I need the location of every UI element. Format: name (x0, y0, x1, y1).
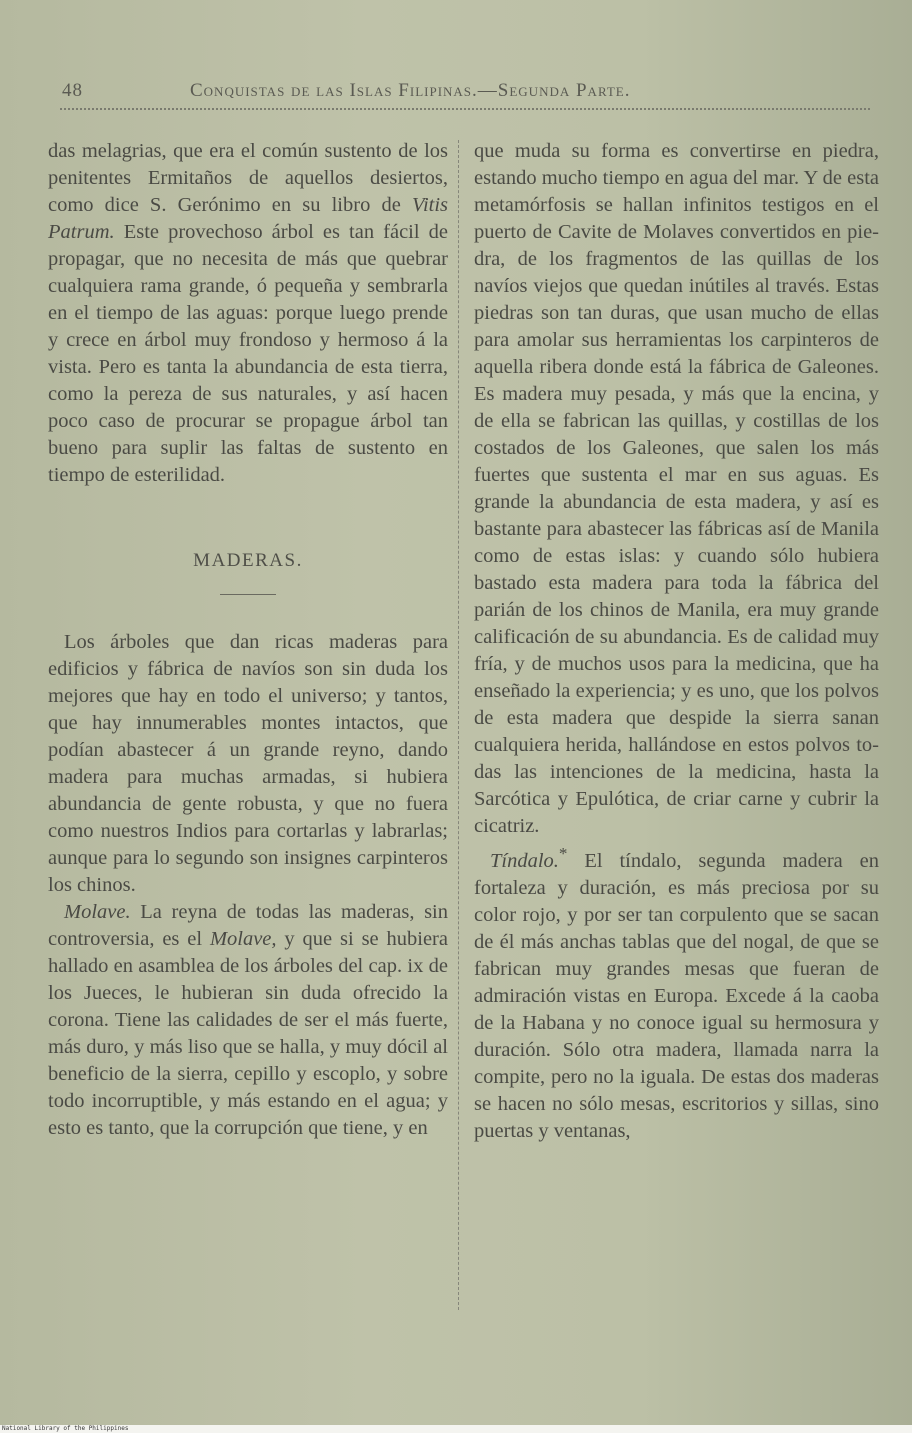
tindalo-heading: Tíndalo. (490, 849, 559, 872)
scan-credit-footer: National Library of the Philippines (0, 1425, 912, 1433)
tindalo-footnote-mark: * (558, 844, 568, 863)
left-para1-rest: Este provechoso árbol es tan fácil de propagar, que no necesita de más que quebrar cualquiera rama grande, ó pequeña y sembrarla en el tiempo de las aguas: porque luego prende y crece en árbol muy frondoso y hermoso á la vista. Pero es tanta la abundancia de esta tierra, como la pereza de sus naturales, y así hacen poco caso de procurar se propague árbol tan bueno para suplir las faltas de sustento en tiempo de esterilidad. (48, 221, 449, 486)
molave-text-b: y que si se hubiera hallado en asamblea de los árboles del cap. ix de los Jueces, le hubieran sin duda ofrecido la corona. Tiene las calidades de ser el más fuerte, más duro, y más liso que se halla, y muy dócil al beneficio de la sierra, cepillo y escoplo, y sobre todo incorruptible, y más estando en el agua; y esto es tanto, que la corrupción que tiene, y en (48, 928, 448, 1139)
tindalo-text: El tíndalo, segunda madera en fortaleza y duración, es más preciosa por su color rojo, y por ser tan corpulento que se sacan de él más anchas tablas que del nogal, de que se fabrican muy grandes mesas que fueran de admiración vistas en Europa. Excede á la caoba de la Habana y no conoce igual su hermosura y duración. Sólo otra madera, llamada narra la compite, pero no la iguala. De estas dos maderas se hacen no sólo mesas, escritorios y sillas, sino puertas y ventanas, (474, 849, 880, 1142)
section-title-maderas: MADERAS. (193, 550, 303, 571)
running-title: Conquistas de las Islas Filipinas.—Segunda Parte. (190, 80, 631, 101)
right-paragraph-1: que muda su forma es convertirse en piedra, estando mucho tiempo en agua del mar. Y de esta metamórfosis se hallan infinitos testigos en el puerto de Cavite de Molaves convertidos en piedra, de los fragmentos de las quillas de los navíos viejos que quedan inútiles al través. Estas piedras son tan duras, que usan mucho de ellas para amolar sus herramientas los carpinteros de aquella ribera donde está la fábrica de Galeones. Es madera muy pesada, y más que la encina, y de ella se fabrican las quillas, y costillas de los costados de los Galeones, que salen los más fuertes que sustenta el mar en sus aguas. Es grande la abundancia de esta madera, y así es bastante para abastecer las fábricas así de Manila como de estas islas: y cuando sólo hubiera bastado esta madera para toda la fábrica del parián de los chinos de Manila, era muy grande calificación de su abundancia. Es de calidad muy fría, y de muchos usos para la medicina, que ha enseñado la experiencia; y es uno, que los polvos de esta madera que despide la sierra sanan cualquiera herida, hallándose en estos polvos todas las intenciones de la medicina, hasta la Sarcótica y Epulótica, de criar carne y cubrir la cicatriz. (474, 140, 879, 837)
molave-heading: Molave. (64, 901, 131, 923)
molave-text-a: La reyna de todas las maderas, sin controversia, es el (48, 901, 449, 950)
book-title-vitis-patrum: Vitis Patrum. (48, 194, 449, 243)
left-para1-text: das melagrias, que era el común sustento de los penitentes Ermitaños de aquellos desiertos, como dice S. Gerónimo en su libro de (48, 140, 448, 216)
page-number: 48 (62, 80, 83, 101)
header-ornamental-rule (60, 104, 870, 110)
section-divider (220, 594, 276, 595)
right-column (474, 138, 879, 1145)
left-paragraph-1 (48, 138, 448, 489)
left-paragraph-molave (48, 899, 448, 1142)
column-divider (458, 140, 460, 1310)
molave-inline-term: Molave, (209, 928, 277, 950)
left-column (48, 138, 448, 1142)
right-paragraph-tindalo (474, 840, 879, 1145)
left-paragraph-2: Los árboles que dan ricas maderas para edificios y fábrica de navíos son sin duda los mejores que hay en todo el universo; y tantos, que hay innumerables montes intactos, que podían abastecer á un grande reyno, dando madera para muchas armadas, si hubiera abundancia de gente robusta, y que no fuera como nuestros Indios para cortarlas y labrarlas; aunque para lo segundo son insignes carpinteros los chinos. (48, 631, 448, 896)
